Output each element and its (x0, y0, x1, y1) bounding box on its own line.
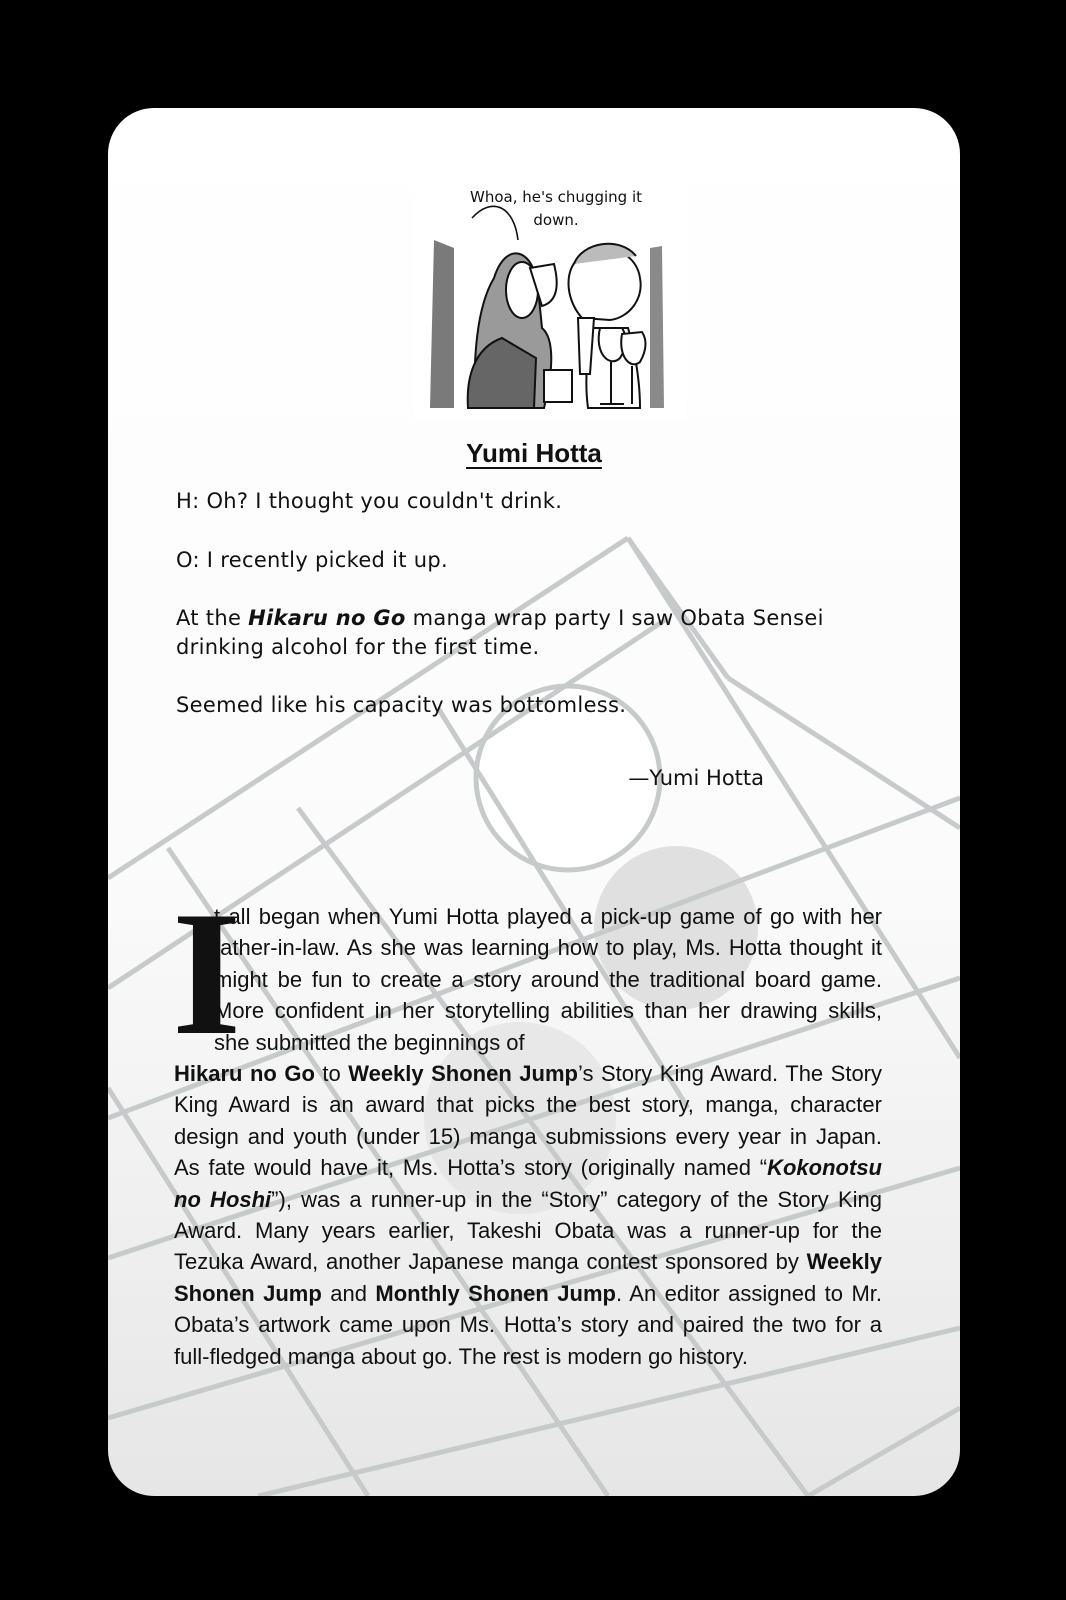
drop-cap: I (172, 874, 242, 1072)
title-monthly-shonen-jump: Monthly Shonen Jump (375, 1280, 616, 1306)
title-weekly-shonen-jump-2: Weekly Shonen Jump (174, 1249, 882, 1306)
page-card (108, 108, 960, 1496)
body-and: and (321, 1280, 376, 1306)
wrap-party-suffix: manga wrap party I saw Obata Sensei drinking alcohol for the first time. (176, 606, 824, 659)
title-weekly-shonen-jump: Weekly Shonen Jump (348, 1061, 578, 1087)
body-opening: t all began when Yumi Hotta played a pick-up game of go with her father-in-law. As she was learning how to play, Ms. Hotta thought it might be fun to create a story around the traditional board game. More confident in her storytelling abilities than her drawing skills, she submitted the beginnings of (214, 904, 882, 1055)
body-paragraph (174, 901, 882, 1372)
interview-line-h: H: Oh? I thought you couldn't drink. (176, 489, 563, 513)
capacity-line: Seemed like his capacity was bottomless. (176, 693, 627, 717)
title-hikaru-no-go: Hikaru no Go (174, 1061, 315, 1087)
manga-illustration (414, 178, 686, 418)
signature: —Yumi Hotta (628, 766, 764, 790)
interview-line-o: O: I recently picked it up. (176, 548, 449, 572)
wrap-party-title: Hikaru no Go (248, 606, 406, 630)
speech-bubble-caption: Whoa, he's chugging it down. (469, 188, 642, 229)
title-kokonotsu-no-hoshi: Kokonotsu no Hoshi (174, 1155, 882, 1212)
wrap-party-paragraph (176, 604, 896, 662)
body-to: to (314, 1061, 349, 1087)
author-heading: Yumi Hotta (466, 438, 602, 468)
body-runner-up: ”), was a runner-up in the “Story” category of the Story King Award. Many years earlier, Takeshi Obata was a runner-up for the Tezuka Award, another Japanese manga contest sponsored by (174, 1186, 882, 1275)
body-middle: ’s Story King Award. The Story King Award is an award that picks the best story, manga, character design and youth (under 15) manga submissions every year in Japan. As fate would have it, Ms. Hotta’s story (originally named “ (174, 1061, 883, 1181)
wrap-party-prefix: At the (176, 606, 249, 630)
body-closing: . An editor assigned to Mr. Obata’s artwork came upon Ms. Hotta’s story and paired the two for a full-fledged manga about go. The rest is modern go history. (174, 1280, 882, 1369)
